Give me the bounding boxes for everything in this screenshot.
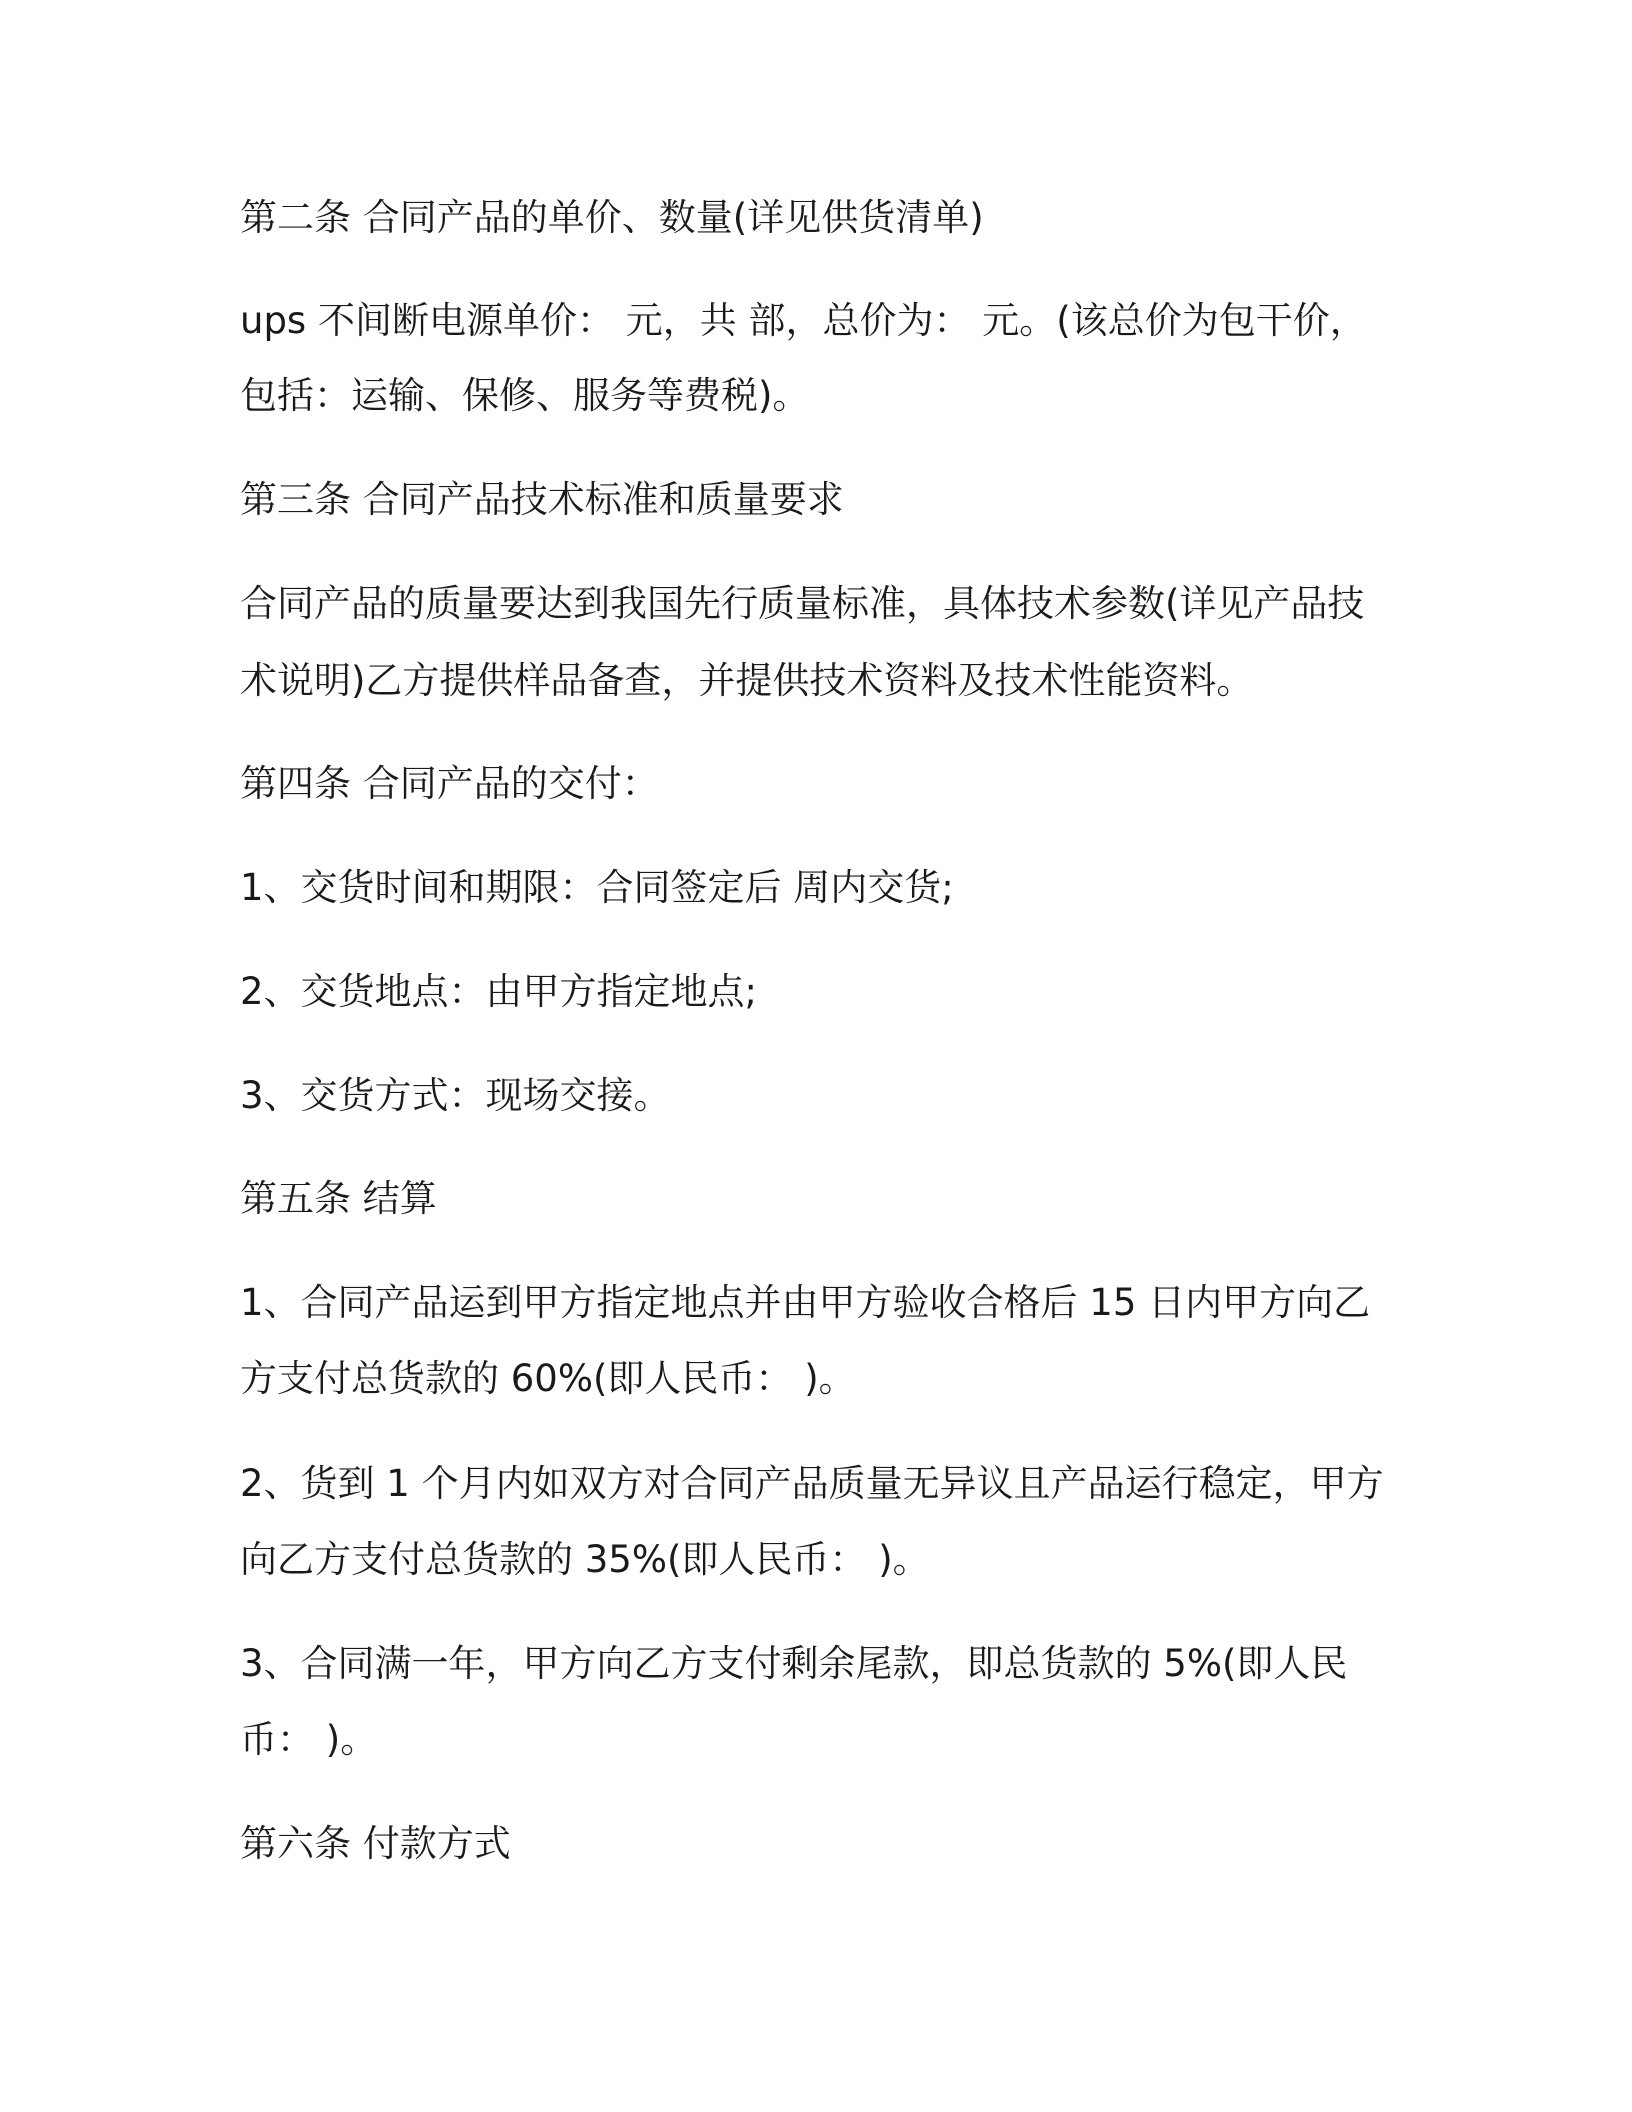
article-5-item-3-line-1: 3、合同满一年，甲方向乙方支付剩余尾款，即总货款的 5%(即人民 — [240, 1642, 1348, 1685]
article-3-heading: 第三条 合同产品技术标准和质量要求 — [240, 478, 844, 521]
article-4-item-1: 1、交货时间和期限：合同签定后 周内交货; — [240, 866, 954, 909]
article-5-item-1-line-2: 方支付总货款的 60%(即人民币： )。 — [240, 1357, 856, 1400]
article-5-heading: 第五条 结算 — [240, 1177, 437, 1220]
article-4-item-3: 3、交货方式：现场交接。 — [240, 1074, 671, 1117]
article-4-item-2: 2、交货地点：由甲方指定地点; — [240, 970, 758, 1013]
article-5-item-3-line-2: 币： )。 — [240, 1718, 378, 1761]
article-6-heading: 第六条 付款方式 — [240, 1822, 511, 1865]
article-5-item-2-line-1: 2、货到 1 个月内如双方对合同产品质量无异议且产品运行稳定，甲方 — [240, 1462, 1384, 1505]
article-5-item-1-line-1: 1、合同产品运到甲方指定地点并由甲方验收合格后 15 日内甲方向乙 — [240, 1281, 1371, 1324]
article-2-price-line-1: ups 不间断电源单价： 元，共 部，总价为： 元。(该总价为包干价， — [240, 299, 1367, 342]
article-2-price-line-2: 包括：运输、保修、服务等费税)。 — [240, 374, 810, 417]
article-3-body-line-2: 术说明)乙方提供样品备查，并提供技术资料及技术性能资料。 — [240, 659, 1254, 702]
article-2-heading: 第二条 合同产品的单价、数量(详见供货清单) — [240, 196, 984, 239]
article-4-heading: 第四条 合同产品的交付： — [240, 762, 659, 805]
article-5-item-2-line-2: 向乙方支付总货款的 35%(即人民币： )。 — [240, 1538, 930, 1581]
article-3-body-line-1: 合同产品的质量要达到我国先行质量标准，具体技术参数(详见产品技 — [240, 582, 1365, 625]
